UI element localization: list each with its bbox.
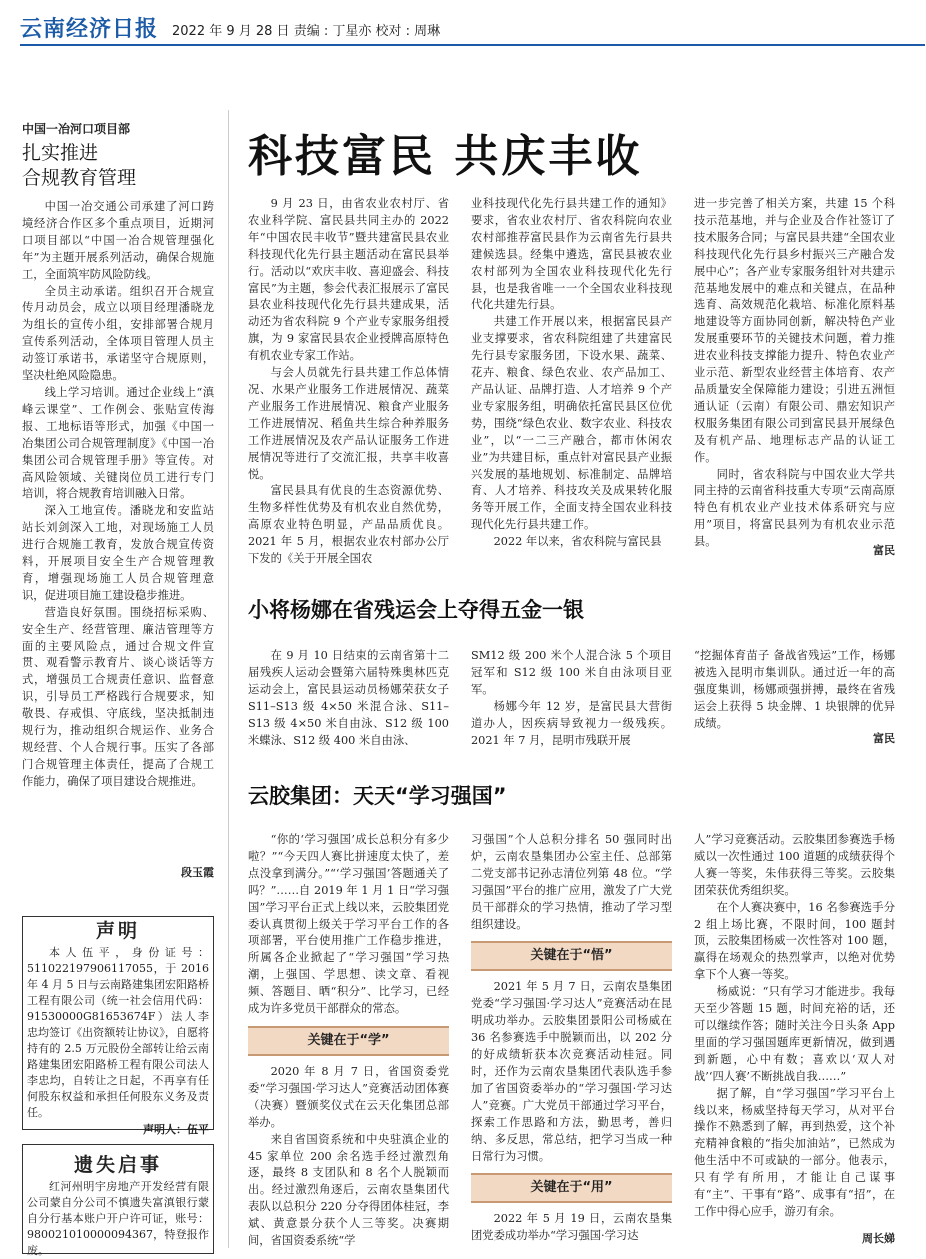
article3-col1: “你的‘学习强国’成长总积分有多少啦？”“今天四人赛比拼速度太快了，差点没拿到满分。”“‘学习强国’答题通关了吗？”……自 2019 年 1 月 1 日“学习强国”学习平台正式上线以来，云胶集团党委认真贯彻上级关于学习平台工作的各项部署，平台使用推广工作稳步推进，所属各企业掀起了“学习强国”学习热潮，上强国、学思想、读文章、看视频、答题目、晒“积分”、比学习，已经成为许多党员干部群众的常态。 关键在于“学” 2020 年 8 月 7 日，省国资委党委“学习强国·学习达人”竞赛活动团体赛（决赛）暨颁奖仪式在云天化集团总部举办。 来自省国资系统和中央驻滇企业的 45 家单位 200 余名选手经过激烈角逐，最终 8 支团队和 8 名个人脱颖而出。经过激烈角逐后，云南农垦集团代表队以总积分 220 分夺得团体桂冠，李斌、黄意景分获个人三等奖。决赛期间，省国资委系统“学 xyxy=(248,833,449,1248)
notice-statement-signature: 声明人：伍平 xyxy=(143,1123,209,1136)
article1-col3: 进一步完善了相关方案，共建 15 个科技示范基地，并与企业及合作社签订了技术服务合同；与富民县共建“全国农业科技现代化先行县乡村振兴三产融合发展中心”；各产业专家服务组针对共建示范基地发展中的难点和关键点，在品种选育、高效规范化栽培、标准化原料基地建设等方面协同创新，解决特色产业发展重要环节的关键技术问题，着力推进农业科技支撑能力提升、特色农业产业示范、新型农业经营主体培育、农产品质量安全保障能力建设；引进五洲恒通认证（云南）有限公司、鼎宏知识产权服务集团有限公司到富民县开展绿色及有机产品、地理标志产品的认证工作。 同时，省农科院与中国农业大学共同主持的云南省科技重大专项“云南高原特色有机农业产业技术体系研究与应用”项目，将富民县列为有机农业示范县。 xyxy=(694,197,895,549)
band-understand: 关键在于“悟” xyxy=(471,941,672,971)
notice-statement xyxy=(22,916,214,1136)
article3-col3: 人”学习竞赛活动。云胶集团参赛选手杨威以一次性通过 100 道题的成绩获得个人赛一等奖，朱伟获得三等奖。云胶集团荣获优秀组织奖。 在个人赛决赛中，16 名参赛选手分 2 组上场比赛，不限时间，100 题封顶，云胶集团杨威一次性答对 100 题，赢得在场观众的热烈掌声，以绝对优势拿下个人赛一等奖。 杨威说：“只有学习才能进步。我每天至少答题 15 题，时间充裕的话，还可以继续作答；随时关注今日头条 App 里面的学习强国题库更新情况，做到遇到新题，心中有数；喜欢以‘双人对战’‘四人赛’不断挑战自我……” 据了解，自“学习强国”学习平台上线以来，杨威坚持每天学习，从对平台操作不熟悉到了解，再到热爱，这个补充精神食粮的“指尖加油站”，已然成为他生活中不可或缺的一部分。他表示，只有学有所用，才能让自己谋事有“主”、干事有“路”、成事有“招”，在工作中得心应手，游刃有余。 xyxy=(694,833,895,1218)
band-apply: 关键在于“用” xyxy=(471,1173,672,1203)
notice-lost-title: 遗失启事 xyxy=(73,1154,162,1176)
left-article-kicker: 中国一冶河口项目部 xyxy=(22,122,131,136)
article1-author: 富民 xyxy=(873,544,895,557)
masthead-rule xyxy=(20,44,925,46)
paper-logo: 云南经济日报 xyxy=(20,16,159,42)
notice-statement-text: 本人伍平，身份证号：511022197906117055，于 2016 年 4 月 5 日与云南路建集团宏阳路桥工程有限公司（统一社会信用代码：91530000G81653674F）法人李忠均签订《出资额转让协议》，自愿将持有的 2.5 万元股份全部转让给云南路建集团宏阳路桥工程有限公司法人李忠均，自转让之日起，不再享有任何股东权益和承担任何股东义务及责任。 xyxy=(27,946,209,1119)
article2-col2: SM12 级 200 米个人混合泳 5 个项目冠军和 S12 级 100 米自由泳项目亚军。 杨娜今年 12 岁，是富民县大营街道办人，因疾病导致视力一级残疾。2021 年 7 月，昆明市残联开展 xyxy=(471,649,672,747)
article2-author: 富民 xyxy=(873,732,895,745)
article3-author: 周长娣 xyxy=(862,1232,895,1245)
column-divider xyxy=(228,110,229,1248)
article2-headline: 小将杨娜在省残运会上夺得五金一银 xyxy=(248,598,584,622)
left-article-title: 扎实推进 合规教育管理 xyxy=(22,142,137,189)
notice-lost-text: 红河州明宇房地产开发经营有限公司蒙自分公司不慎遗失富滇银行蒙自分行基本账户开户许可证，账号：980021010000094367，特登报作废。 xyxy=(27,1180,209,1257)
left-article xyxy=(22,120,214,880)
article2-col3: “挖掘体育苗子 备战省残运”工作，杨娜被选入昆明市集训队。通过近一年的高强度集训，杨娜顽强拼搏，最终在省残运会上获得 5 块金牌、1 块银牌的优异成绩。 xyxy=(694,649,895,730)
article1-col1: 9 月 23 日，由省农业农村厅、省农业科学院、富民县共同主办的 2022 年“中国农民丰收节”暨共建富民县农业科技现代化先行县主题活动在富民县举行。活动以“欢庆丰收、喜迎盛会、科技富民”为主题，参会代表汇报展示了富民县农业科技现代化先行县共建成果，活动还为省农科院 9 个产业专家服务组授旗，为 9 家富民县农企业授牌高原特色有机农业专家工作站。 与会人员就先行县共建工作总体情况、水果产业服务工作进展情况、蔬菜产业服务工作进展情况、粮食产业服务工作进展情况、稻鱼共生综合种养服务工作进展情况及农产品认证服务工作进展情况等进行了交流汇报，共享丰收喜悦。 富民县具有优良的生态资源优势、生物多样性优势及有机农业自然优势，高原农业特色明显，产品品质优良。2021 年 5 月，根据农业农村部办公厅下发的《关于开展全国农 xyxy=(248,197,449,566)
notice-statement-title: 声明 xyxy=(95,920,140,942)
left-article-author: 段玉霞 xyxy=(181,866,214,879)
article3-headline: 云胶集团：天天“学习强国” xyxy=(248,784,507,808)
masthead xyxy=(0,0,926,46)
band-learn: 关键在于“学” xyxy=(248,1026,449,1056)
article2-col1: 在 9 月 10 日结束的云南省第十二届残疾人运动会暨第六届特殊奥林匹克运动会上，富民县运动员杨娜荣获女子 S11–S13 级 4×50 米混合泳、S11–S13 级 4×50 米自由泳、S12 级 100 米蝶泳、S12 级 400 米自由泳、 xyxy=(248,649,449,747)
date-line: 2022 年 9 月 28 日 责编 : 丁星亦 校对 : 周琳 xyxy=(172,24,441,39)
article3-col2: 习强国”个人总积分排名 50 强同时出炉，云南农垦集团办公室主任、总部第二党支部书记孙志清位列第 48 位。“学习强国”平台的推广应用，激发了广大党员干部群众的学习热情，推动了学习型组织建设。 关键在于“悟” 2021 年 5 月 7 日，云南农垦集团党委“学习强国·学习达人”竞赛活动在昆明成功举办。云胶集团景阳公司杨威在 36 名参赛选手中脱颖而出，以 202 分的好成绩斩获本次竞赛活动桂冠。同时，还作为云南农垦集团代表队选手参加了省国资委举办的“学习强国·学习达人”竞赛。广大党员干部通过学习平台，探索工作思路和方法，勤思考，善归纳、多反思，常总结，把学习当成一种日常行为习惯。 关键在于“用” 2022 年 5 月 19 日，云南农垦集团党委成功举办“学习强国·学习达 xyxy=(471,833,672,1243)
article1-col2: 业科技现代化先行县共建工作的通知》要求，省农业农村厅、省农科院向农业农村部推荐富民县作为云南省先行县共建候选县。经集中遴选，富民县被农业农村部列为全国农业科技现代化先行县，也是我省唯一一个全国农业科技现代化共建先行县。 共建工作开展以来，根据富民县产业支撑要求，省农科院组建了共建富民先行县专家服务团，下设水果、蔬菜、花卉、粮食、绿色农业、农产品加工、产品认证、品牌打造、人才培养 9 个产业专家服务组，明确依托富民县区位优势，围绕“绿色农业、数字农业、科技农业”，以“一二三产融合，都市休闲农业”为共建目标，重点针对富民县产业振兴发展的基地规划、标准制定、品牌培育、人才培养、科技攻关及成果转化服务等开展工作，全面支持全国农业科技现代化先行县共建工作。 2022 年以来，省农科院与富民县 xyxy=(471,197,672,549)
left-article-body: 中国一冶交通公司承建了河口跨境经济合作区多个重点项目，近期河口项目部以“中国一冶合规管理强化年”为主题开展系列活动，确保合规施工，全面筑牢防风险防线。 全员主动承诺。组织召开合规宣传月动员会，成立以项目经理潘晓龙为组长的宣传小组，安排部署合规月宣传系列活动，全体项目管理人员主动签订承诺书，承诺坚守合规原则，坚决杜绝风险隐患。 线上学习培训。通过企业线上“滇峰云课堂”、工作例会、张贴宣传海报、工地标语等形式，加强《中国一冶集团公司合规管理制度》《中国一冶集团公司合规管理手册》等宣传。对高风险领域、关键岗位员工进行专门培训，将合规教育培训融入日常。 深入工地宣传。潘晓龙和安监站站长刘剑深入工地，对现场施工人员进行合规施工教育，发放合规宣传资料，开展项目安全生产合规管理教育，增强现场施工人员合规管理意识，促进项目施工建设稳步推进。 营造良好氛围。围绕招标采购、安全生产、经营管理、廉洁管理等方面的主要风险点，通过合规文件宣贯、观看警示教育片、谈心谈话等方式，增强员工合规责任意识、监督意识，引导员工严格践行合规要求，知敬畏、存戒惧、守底线，坚决抵制违规行为，推动组织合规运作、业务合规经营、个人合规行事。压实了各部门合规管理主体责任，提高了合规工作能力，确保了项目建设合规推进。 xyxy=(22,200,214,788)
notice-lost xyxy=(22,1144,214,1257)
article1-headline: 科技富民 共庆丰收 xyxy=(248,131,643,182)
